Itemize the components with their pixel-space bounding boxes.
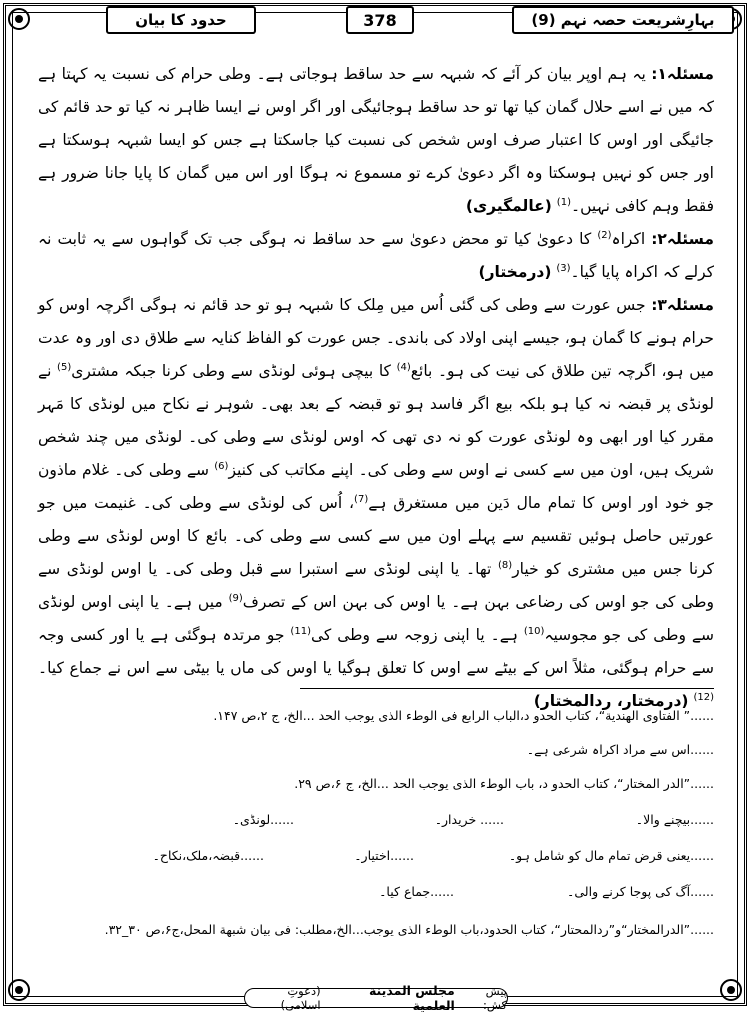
masala-text: ، اُس کی لونڈی سے وطی کی۔ غنیمت میں جو عورتیں حاصل ہوئیں تقسیم سے پہلے اون میں سے کسی سے وطی کی۔ بائع کا اوس لونڈی سے وطی کرنا جس میں مشتری کو خیار <box>38 494 714 578</box>
footnote-4: ......بیچنے والا۔ <box>635 812 714 827</box>
masala-3 <box>38 289 714 718</box>
page-header <box>18 6 734 38</box>
masala-1 <box>38 58 714 223</box>
masala-text: سے وطی کی۔ غلام ماذون جو خود اور اوس کا تمام مال دَین میں مستغرق ہے <box>38 461 714 512</box>
footnote-marker: (8) <box>498 559 513 571</box>
masala-text: میں ہے۔ یا اپنی اوس لونڈی سے وطی کی جو مجوسیہ <box>38 593 714 644</box>
reference: (درمختار، ردالمختار) <box>533 692 689 710</box>
footnote-marker: (2) <box>597 229 612 241</box>
footnote-11: ......جماع کیا۔ <box>379 884 454 899</box>
page-number: 378 <box>346 6 414 34</box>
footnote-marker: (1) <box>556 196 571 208</box>
reference: (درمختار) <box>478 263 552 281</box>
masala-text: ہے۔ یا اپنی زوجہ سے وطی کی <box>310 626 518 644</box>
masala-text: تھا۔ یا اپنی لونڈی سے استبرا سے قبل وطی کی۔ یا اوس لونڈی سے وطی کی جو اوس کی رضاعی بہن ہے۔ یا اوس کی بہن اس کے تصرف <box>38 560 714 611</box>
footer-suffix: (دعوتِ اسلامی) <box>280 984 321 1012</box>
masala-text: اکراہ <box>611 230 646 248</box>
footnote-marker: (12) <box>693 691 714 703</box>
footnote-marker: (4) <box>396 361 411 373</box>
footer-publisher: مجلس المدینة العلمیة <box>368 983 455 1013</box>
page-footer <box>244 983 508 1013</box>
footer-prefix: پیش کش: <box>482 984 507 1012</box>
footnote-9: ......قبضہ،ملک،نکاح۔ <box>152 848 264 863</box>
masala-text: جس عورت سے وطی کی گئی اُس میں مِلک کا شبہہ ہو تو حد قائم نہ ہوگی اگرچہ اوس کو حرام ہونے کا گمان ہو، جیسے اپنی اولاد کی باندی۔ جس عورت کو الفاظ کنایہ سے طلاق دی اور وہ عدت میں ہو، اگرچہ تین طلاق کی نیت کی ہو۔ بائع <box>38 296 714 380</box>
footnote-6: ......لونڈی۔ <box>232 812 294 827</box>
footnote-marker: (9) <box>228 592 243 604</box>
masala-text: نے لونڈی پر قبضہ نہ کیا ہو بلکہ بیع اگر فاسد ہو تو قبضہ کے بعد بھی۔ شوہر نے نکاح میں لونڈی کا مَہر مقرر کیا اور ابھی وہ لونڈی عورت کو نہ دی تھی کہ اوس لونڈی سے وطی کی۔ لونڈی میں چند شخص شریک ہیں، اون میں سے کسی نے اوس سے وطی کی۔ اپنے مکاتب کی کنیز <box>38 362 714 479</box>
footnote-marker: (6) <box>214 460 229 472</box>
footnote-2: ......اس سے مراد اکراہ شرعی ہے۔ <box>526 742 714 757</box>
footnote-12: ......”الدرالمختار“و”ردالمحتار“، کتاب الحدود،باب الوطء الذی یوجب...الخ،مطلب: فی بیان شبهة المحل،ج۶،ص ۳۰_۳۲. <box>104 922 714 937</box>
footnote-row <box>38 884 714 914</box>
masala-label: مسئلہ۳: <box>651 296 714 314</box>
book-title: بہارِشریعت حصہ نہم (9) <box>512 6 734 34</box>
masala-text: کا بیچی ہوئی لونڈی سے وطی کرنا جبکہ مشتری <box>71 362 391 380</box>
footnote-marker: (7) <box>354 493 369 505</box>
masala-2 <box>38 223 714 289</box>
footnote-5: ...... خریدار۔ <box>434 812 504 827</box>
footnote-10: ......آگ کی پوجا کرنے والی۔ <box>567 884 714 899</box>
footnote-marker: (5) <box>57 361 72 373</box>
footnote-marker: (3) <box>556 262 571 274</box>
footnote-1: ......” الفتاوی الهندیة“، کتاب الحدو د،الباب الرابع فی الوطء الذی یوجب الحد ...الخ، ج ۲،ص ۱۴۷. <box>213 708 714 723</box>
masala-text: جو مرتدہ ہوگئی ہے یا اور کسی وجہ سے حرام ہوگئی، مثلاً اس کے بیٹے سے اوس کا تعلق ہوگیا یا اوس کی ماں یا بیٹی سے اس نے جماع کیا۔ <box>38 626 714 677</box>
main-text <box>38 58 714 718</box>
footnote-3: ......”الدر المختار“، کتاب الحدو د، باب الوطء الذی یوجب الحد ...الخ، ج ۶،ص ۲۹. <box>294 776 714 791</box>
chapter-title: حدود کا بیان <box>106 6 256 34</box>
masala-text: کا دعویٰ کیا تو محض دعویٰ سے حد ساقط نہ ہوگی جب تک گواہوں سے یہ ثابت نہ کرلے کہ اکراہ پایا گیا۔ <box>38 230 714 281</box>
footnote-marker: (10) <box>523 625 545 637</box>
masala-label: مسئلہ۱: <box>651 65 714 83</box>
footnote-divider <box>300 688 714 689</box>
reference: (عالمگیری) <box>465 197 552 215</box>
footnote-marker: (11) <box>290 625 311 637</box>
footnote-row <box>38 812 714 842</box>
masala-label: مسئلہ۲: <box>651 230 714 248</box>
footnote-8: ......اختیار۔ <box>354 848 414 863</box>
masala-text: یہ ہم اوپر بیان کر آئے کہ شبہہ سے حد ساقط ہوجاتی ہے۔ وطی حرام کی نسبت یہ کہتا ہے کہ میں نے اسے حلال گمان کیا تھا تو حد ساقط ہوجائیگی اور اگر اوس نے ایسا ظاہر نہ کیا تو حد قائم کی جائیگی اور اوس کا اعتبار صرف اوس شخص کی نسبت کیا جاسکتا ہے جس کو ایسا شبہہ ہوسکتا ہے اور جس کو نہیں ہوسکتا وہ اگر دعویٰ کرے تو مسموع نہ ہوگا اور اس میں گمان کا پایا جانا ضرور ہے فقط وہم کافی نہیں۔ <box>38 65 714 215</box>
footnote-7: ......یعنی قرض تمام مال کو شامل ہو۔ <box>508 848 714 863</box>
footnote-row <box>38 848 714 878</box>
